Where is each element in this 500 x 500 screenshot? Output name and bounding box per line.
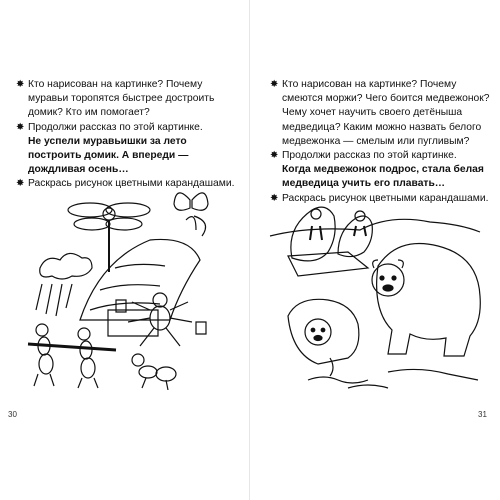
mother-polar-bear-shape	[372, 244, 480, 357]
story-start-text: Не успели муравьишки за лето построить домик. А впереди — дождливая осень…	[28, 135, 189, 176]
butterfly-shape	[174, 193, 208, 236]
task-text: Продолжи рассказ по этой картинке.	[282, 150, 457, 162]
question-text: Кто нарисован на картинке? Почему муравьи торопятся быстрее достроить домик? Кто им помогает?	[28, 79, 215, 119]
right-page-text	[270, 78, 492, 206]
page-number-left: 30	[8, 410, 17, 419]
question-item	[16, 78, 242, 121]
task-item	[270, 149, 492, 163]
story-start-text: Когда медвежонок подрос, стала белая медведица учить его плавать…	[282, 164, 484, 190]
bullet-icon: ✸	[270, 79, 279, 90]
bullet-icon: ✸	[16, 121, 25, 133]
right-page	[250, 0, 500, 500]
rain-cloud-shape	[40, 253, 92, 279]
bullet-icon: ✸	[16, 79, 25, 90]
question-text: Кто нарисован на картинке? Почему смеются моржи? Чего боится медвежонок? Чему хочет научить своего детёныша медведица? Каким можно назвать белого медвежонка — смелым или пугливым?	[282, 79, 490, 147]
coloring-text: Раскрась рисунок цветными карандашами.	[28, 178, 235, 190]
water-waves	[308, 369, 478, 388]
ants-building-house-illustration	[20, 180, 240, 390]
page-number-right: 31	[478, 410, 487, 419]
coloring-text: Раскрась рисунок цветными карандашами.	[282, 192, 489, 204]
task-item	[16, 121, 242, 135]
bullet-icon: ✸	[16, 178, 25, 190]
polar-bear-cub-shape	[288, 299, 359, 376]
polar-bears-and-walruses-illustration	[268, 196, 488, 396]
ice-horizon-line	[270, 219, 480, 236]
bullet-icon: ✸	[270, 150, 279, 162]
question-item	[270, 78, 492, 149]
task-text: Продолжи рассказ по этой картинке.	[28, 121, 203, 133]
rain-lines	[36, 284, 72, 316]
ants-group	[28, 324, 176, 390]
left-page-text	[16, 78, 242, 192]
bullet-icon: ✸	[270, 192, 279, 204]
dragonfly-shape	[68, 203, 150, 272]
